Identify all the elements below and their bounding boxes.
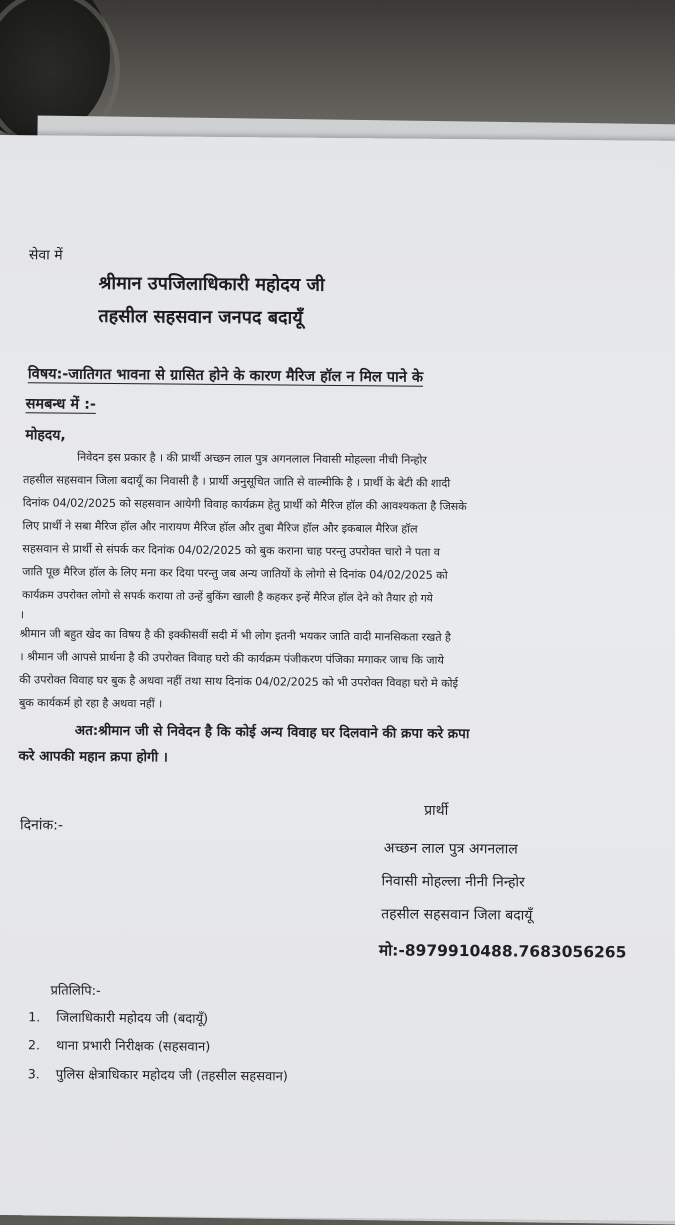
copy-item-number: 2. [27,1037,41,1053]
addressee-line1: श्रीमान उपजिलाधिकारी महोदय जी [98,272,325,296]
date-label: दिनांक:- [19,817,64,834]
greeting: मोहदय, [25,427,66,444]
body-line: । [19,608,25,622]
body-line: जाति पूछ मैरिज हॉल के लिए मना कर दिया परन्तु जब अन्य जातियों के लोगो से दिनांक 04/02/2025 को [22,565,448,582]
copy-item: थाना प्रभारी निरीक्षक (सहसवान) [55,1038,211,1055]
body-line: बुक कार्यकर्म हो रहा है अथवा नहीं । [18,696,163,711]
body-line: सहसवान से प्रार्थी से संपर्क कर दिनांक 04/02/2025 को बुक कराना चाह परन्तु उपरोक्त चारो ने पता व [22,542,440,559]
body-line: की उपरोक्त विवाह घर बुक है अथवा नहीं तथा साथ दिनांक 04/02/2025 को भी उपरोक्त विवहा घरो मे कोई [19,673,458,691]
body-line: तहसील सहसवान जिला बदायूँ का निवासी है । प्रार्थी अनुसूचित जाति से वाल्मीकि है । प्रार्थी के बेटी की शादी [22,473,451,490]
body-line: श्रीमान जी बहुत खेद का विषय है की इक्कीसवीं सदी में भी लोग इतनी भयकर जाति वादी मानसिकता रखते है [19,627,451,644]
applicant-label: प्रार्थी [424,802,449,819]
body-line: कार्यक्रम उपरोक्त लोगो से सपर्क कराया तो उन्हें बुकिंग खाली है कहकर इन्हें मैरिज हॉल देने को तैयार हो गये [21,588,433,605]
applicant-address1: निवासी मोहल्ला नीनी निन्होर [381,873,525,891]
letter-page [0,135,675,1221]
subject-line1: विषय:-जातिगत भावना से ग्रासित होने के कारण मैरिज हॉल न मिल पाने के [27,366,424,386]
body-line: लिए प्रार्थी ने सबा मैरिज हॉल और नारायण मैरिज हॉल और तुबा मैरिज हॉल और इकबाल मैरिज हॉल [22,519,418,536]
body-line: निवेदन इस प्रकार है । की प्रार्थी अच्छन लाल पुत्र अगनलाल निवासी मोहल्ला नीची निन्होर [77,450,427,467]
body-line: । श्रीमान जी आपसे प्रार्थना है की उपरोक्त विवाह घरो की कार्यक्रम पंजीकरण पंजिका मगाकर जाच कि जाये [19,650,444,667]
copy-item: पुलिस क्षेत्राधिकार महोदय जी (तहसील सहसवान) [55,1067,288,1085]
copy-item-number: 1. [28,1009,41,1025]
closing-line1: अत:श्रीमान जी से निवेदन है कि कोई अन्य विवाह घर दिलवाने की क्रपा करे क्रपा [74,722,470,743]
closing-line2: करे आपकी महान क्रपा होगी । [18,748,169,766]
applicant-name: अच्छन लाल पुत्र अगनलाल [383,840,518,858]
addressee-line2: तहसील सहसवान जनपद बदायूँ [98,305,303,329]
applicant-phone: मो:-8979910488.7683056265 [378,941,627,962]
salutation-to: सेवा में [28,247,63,264]
copy-label: प्रतिलिपि:- [50,983,101,999]
copy-item: जिलाधिकारी महोदय जी (बदायूँ) [56,1010,209,1027]
copy-item-number: 3. [27,1066,40,1082]
body-line: दिनांक 04/02/2025 को सहसवान आयेगी विवाह कार्यक्रम हेतु प्रार्थी को मैरिज हॉल की आवश्यकता है जिसके [22,496,467,514]
applicant-address2: तहसील सहसवान जिला बदायूँ [381,906,533,924]
subject-line2: समबन्ध में :- [25,396,96,413]
